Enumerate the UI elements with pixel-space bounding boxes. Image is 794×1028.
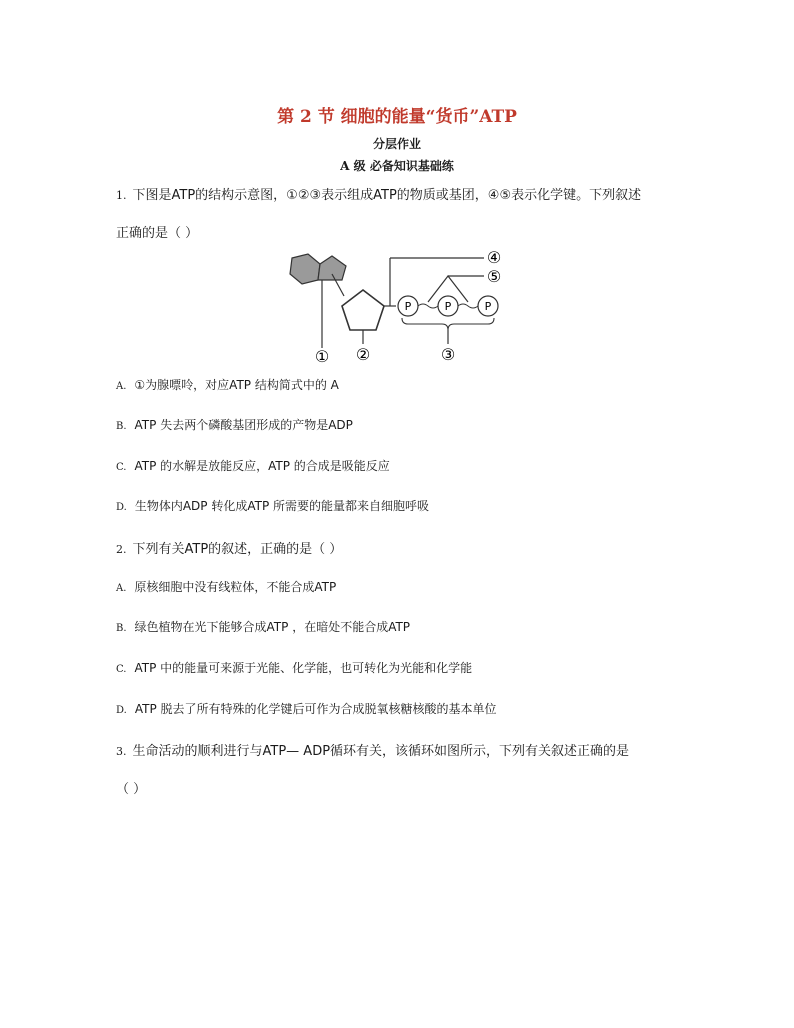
question-2-number: 2. [116,543,127,556]
question-3-stem-line1: 3. 生命活动的顺利进行与ATP— ADP循环有关，该循环如图所示，下列有关叙述正确的是 [116,744,630,759]
page-title: 第 2 节 细胞的能量“货币”ATP [277,107,517,127]
question-2-option-d[interactable]: D. ATP 脱去了所有特殊的化学键后可作为合成脱氧核糖核酸的基本单位 [116,702,497,716]
question-3-stem-line2: （ ） [116,782,147,797]
question-1-stem-line2: 正确的是（ ） [116,226,199,241]
adenine-base-icon [290,254,346,284]
phosphate-1-icon [398,296,418,316]
question-1-option-a[interactable]: A. ①为腺嘌呤，对应ATP 结构简式中的 A [116,378,339,392]
question-2-stem: 2. 下列有关ATP的叙述，正确的是（ ） [116,542,343,557]
phosphate-3-icon [478,296,498,316]
question-1-number: 1. [116,189,127,202]
phosphate-1-label: P [404,300,412,313]
phosphate-2-label: P [444,300,452,313]
ribose-pentagon-icon [342,290,384,330]
label-5: ⑤ [486,267,502,286]
label-3: ③ [440,345,456,364]
question-2-option-c[interactable]: C. ATP 中的能量可来源于光能、化学能，也可转化为光能和化学能 [116,661,473,675]
phosphate-2-icon [438,296,458,316]
question-1-option-d[interactable]: D. 生物体内ADP 转化成ATP 所需要的能量都来自细胞呼吸 [116,499,430,513]
question-1-stem-line1: 1. 下图是ATP的结构示意图，①②③表示组成ATP的物质或基团，④⑤表示化学键。下列叙述 [116,188,642,203]
label-1: ① [314,347,330,366]
phosphate-3-label: P [484,300,492,313]
label-2: ② [355,345,371,364]
section-subtitle: 分层作业 [372,137,421,151]
question-2-option-a[interactable]: A. 原核细胞中没有线粒体，不能合成ATP [116,580,337,594]
question-1-option-b[interactable]: B. ATP 失去两个磷酸基团形成的产物是ADP [116,418,353,432]
question-1-option-c[interactable]: C. ATP 的水解是放能反应，ATP 的合成是吸能反应 [116,459,390,473]
question-2-option-b[interactable]: B. 绿色植物在光下能够合成ATP ，在暗处不能合成ATP [116,620,411,634]
label-4: ④ [486,248,502,267]
level-heading: A 级 必备知识基础练 [340,159,454,173]
question-3-number: 3. [116,745,127,758]
atp-structure-diagram [280,244,520,368]
